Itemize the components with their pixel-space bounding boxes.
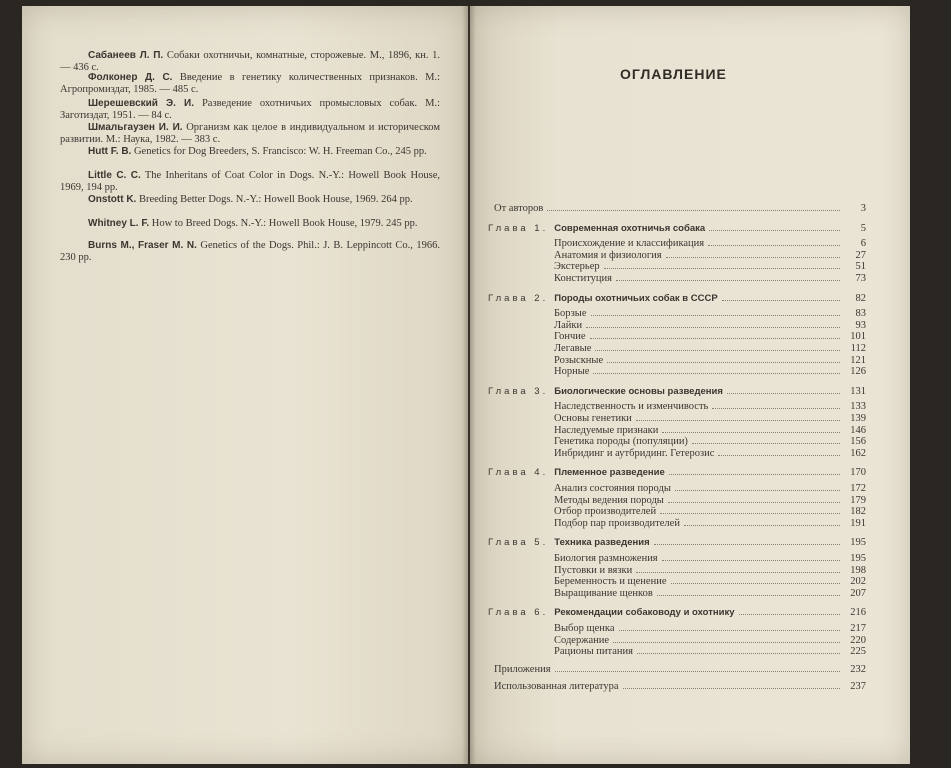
toc-page-number: 131: [850, 385, 866, 397]
toc-page-number: 202: [850, 576, 866, 588]
toc-entry-chapter: [488, 606, 866, 618]
toc-entry-label: Рационы питания: [554, 646, 633, 658]
toc-entry-sub: [488, 587, 866, 599]
leader-dots: [616, 280, 840, 281]
toc-page-number: 182: [850, 506, 866, 518]
toc-entry-sub: [488, 517, 866, 529]
leader-dots: [613, 642, 840, 643]
chapter-title: Современная охотничья собака: [554, 222, 706, 234]
reference-text: Собаки охотничьи, комнатные, сторожевые. М., 1896, кн. 1. — 436 с.: [60, 50, 440, 74]
reference-entry: [60, 122, 440, 147]
toc-entry-sub: [488, 237, 866, 249]
toc-page-number: 101: [850, 331, 866, 343]
reference-text: Genetics of the Dogs. Phil.: J. B. Leppincott Co., 1966. 230 pp.: [60, 240, 440, 264]
leader-dots: [593, 373, 840, 374]
toc-entry-label: Розыскные: [554, 354, 604, 366]
chapter-number: Глава 3.: [488, 385, 549, 397]
leader-dots: [662, 560, 840, 561]
reference-author: Фолконер Д. С.: [88, 72, 173, 83]
toc-entry-chapter: [488, 536, 866, 548]
leader-dots: [547, 210, 840, 211]
toc-entry-sub: [488, 424, 866, 436]
reference-entry: [60, 240, 440, 265]
leader-dots: [675, 490, 840, 491]
toc-page-number: 82: [855, 292, 866, 304]
toc-page-number: 121: [850, 354, 866, 366]
toc-entry-label: [488, 223, 705, 234]
toc-entry-label: Лайки: [554, 319, 583, 331]
toc-page-number: 220: [850, 634, 866, 646]
toc-entry-label: Легавые: [554, 343, 592, 354]
toc-page-number: 83: [855, 308, 866, 320]
chapter-number: Глава 4.: [488, 467, 549, 479]
toc-entry-label: Анатомия и физиология: [554, 249, 662, 261]
toc-entry-sub: [488, 342, 866, 354]
toc-page-number: 162: [850, 447, 866, 459]
leader-dots: [604, 268, 840, 269]
toc-entry-sub: [488, 365, 866, 377]
toc-entry-sub: [488, 412, 866, 424]
leader-dots: [668, 502, 840, 503]
chapter-number: Глава 2.: [488, 292, 549, 304]
toc-page-number: 112: [850, 343, 866, 354]
toc-entry-sub: [488, 634, 866, 646]
leader-dots: [595, 350, 840, 351]
chapter-title: Биологические основы разведения: [554, 385, 723, 397]
toc-entry-chapter: [488, 385, 866, 397]
toc-title: ОГЛАВЛЕНИЕ: [620, 66, 727, 82]
toc-entry-label: Генетика породы (популяции): [554, 436, 688, 448]
toc-entry-sub: [488, 330, 866, 342]
chapter-title: Рекомендации собаководу и охотнику: [554, 607, 735, 619]
toc-page-number: 3: [860, 203, 866, 214]
toc-entry-sub: [488, 319, 866, 331]
toc-page-number: 93: [855, 319, 866, 331]
toc-entry-label: Методы ведения породы: [554, 494, 664, 506]
reference-author: Whitney L. F.: [88, 218, 150, 229]
toc-entry-sub: [488, 272, 866, 284]
toc-page-number: 232: [850, 663, 866, 675]
reference-author: Hutt F. B.: [88, 146, 132, 157]
toc-entry-label: Выбор щенка: [554, 623, 615, 634]
chapter-number: Глава 1.: [488, 222, 549, 234]
toc-entry-label: [488, 607, 735, 618]
toc-entry-label: Биология размножения: [554, 553, 658, 564]
toc-page-number: 170: [850, 467, 866, 479]
reference-entry: [60, 170, 440, 195]
toc-page-number: 133: [850, 401, 866, 413]
leader-dots: [666, 257, 840, 258]
leader-dots: [657, 595, 840, 596]
toc-page-number: 191: [850, 517, 866, 529]
toc-entry-plain: [488, 680, 866, 692]
reference-text: Breeding Better Dogs. N.-Y.: Howell Book House, 1969. 264 pp.: [136, 194, 413, 205]
reference-text: How to Breed Dogs. N.-Y.: Howell Book House, 1979. 245 pp.: [149, 218, 418, 229]
toc-entry-label: Пустовки и вязки: [554, 564, 633, 576]
toc-entry-sub: [488, 622, 866, 634]
toc-entry-label: Гончие: [554, 331, 586, 343]
leader-dots: [712, 408, 840, 409]
toc-page-number: 6: [860, 238, 866, 250]
chapter-number: Глава 6.: [488, 607, 549, 619]
toc-entry-sub: [488, 575, 866, 587]
toc-entry-label: Наследуемые признаки: [554, 424, 659, 436]
toc-page-number: 5: [860, 222, 866, 234]
toc-page-number: 216: [850, 607, 866, 619]
reference-author: Burns M., Fraser M. N.: [88, 240, 197, 251]
leader-dots: [607, 362, 840, 363]
reference-entry: [60, 72, 440, 97]
toc-page-number: 51: [855, 261, 866, 273]
toc-entry-sub: [488, 552, 866, 564]
leader-dots: [590, 338, 840, 339]
leader-dots: [636, 572, 840, 573]
toc-entry-chapter: [488, 292, 866, 304]
leader-dots: [708, 245, 840, 246]
toc-entry-sub: [488, 307, 866, 319]
toc-entry-label: Основы генетики: [554, 413, 632, 424]
toc-entry-label: [488, 537, 650, 548]
reference-text: The Inheritans of Coat Color in Dogs. N.-Y.: Howell Book House, 1969, 194 pp.: [60, 170, 441, 194]
toc-entry-sub: [488, 482, 866, 494]
toc-entry-label: [488, 386, 723, 397]
toc-entry-sub: [488, 249, 866, 261]
toc-entry-sub: [488, 564, 866, 576]
leader-dots: [623, 688, 840, 689]
leader-dots: [722, 300, 840, 301]
toc-entry-label: [488, 293, 718, 304]
reference-author: Сабанеев Л. П.: [88, 50, 164, 61]
toc-entry-label: От авторов: [494, 203, 544, 214]
leader-dots: [654, 544, 840, 545]
leader-dots: [727, 393, 840, 394]
reference-author: Шерешевский Э. И.: [88, 98, 195, 109]
toc-page-number: 126: [850, 366, 866, 378]
reference-text: Genetics for Dog Breeders, S. Francisco: W. H. Freeman Co., 245 pp.: [131, 146, 427, 157]
toc-entry-plain: [488, 202, 866, 214]
toc-entry-label: Приложения: [494, 663, 551, 675]
toc-page-number: 207: [850, 587, 866, 599]
leader-dots: [591, 315, 840, 316]
reference-entry: [60, 50, 440, 75]
leader-dots: [636, 420, 840, 421]
toc-page-number: 237: [850, 681, 866, 693]
leader-dots: [555, 671, 840, 672]
toc-page-number: 198: [850, 564, 866, 576]
chapter-title: Племенное разведение: [554, 467, 665, 479]
leader-dots: [619, 630, 841, 631]
toc-page-number: 195: [850, 553, 866, 564]
toc-page-number: 225: [850, 646, 866, 658]
toc-entry-sub: [488, 260, 866, 272]
reference-entry: [60, 218, 440, 230]
toc-page-number: 179: [850, 494, 866, 506]
toc-page-number: 156: [850, 436, 866, 448]
reference-author: Onstott K.: [88, 194, 137, 205]
leader-dots: [637, 653, 840, 654]
toc-entry-plain: [488, 663, 866, 675]
chapter-title: Породы охотничьих собак в СССР: [554, 292, 718, 304]
leader-dots: [709, 230, 840, 231]
toc-entry-label: [488, 467, 665, 478]
toc-page-number: 195: [850, 537, 866, 549]
toc-page-number: 139: [850, 413, 866, 424]
toc-entry-label: Использованная литература: [494, 681, 619, 693]
reference-entry: [60, 194, 440, 206]
toc-entry-label: Содержание: [554, 634, 610, 646]
leader-dots: [660, 513, 840, 514]
book-spine: [462, 6, 476, 764]
reference-text: Введение в генетику количественных признаков. М.: Агропромиздат, 1985. — 485 с.: [60, 72, 440, 96]
toc-entry-label: Наследственность и изменчивость: [554, 401, 709, 413]
reference-entry: [60, 98, 440, 123]
toc-entry-sub: [488, 645, 866, 657]
chapter-number: Глава 5.: [488, 537, 549, 549]
toc-entry-label: Выращивание щенков: [554, 587, 653, 599]
reference-author: Шмальгаузен И. И.: [88, 122, 183, 133]
leader-dots: [718, 455, 840, 456]
reference-text: Разведение охотничьих промысловых собак. М.: Заготиздат, 1951. — 84 с.: [60, 98, 441, 122]
toc-entry-label: Подбор пар производителей: [554, 517, 680, 529]
toc-page-number: 172: [850, 483, 866, 494]
toc-entry-sub: [488, 447, 866, 459]
leader-dots: [684, 525, 840, 526]
toc-entry-chapter: [488, 466, 866, 478]
leader-dots: [671, 583, 841, 584]
toc-entry-sub: [488, 435, 866, 447]
toc-page-number: 27: [855, 249, 866, 261]
toc-entry-sub: [488, 400, 866, 412]
toc-entry-label: Норные: [554, 366, 590, 378]
leader-dots: [692, 443, 840, 444]
toc-entry-chapter: [488, 222, 866, 234]
toc-entry-label: Экстерьер: [554, 261, 600, 273]
leader-dots: [669, 474, 840, 475]
toc-entry-label: Происхождение и классификация: [554, 238, 705, 250]
leader-dots: [586, 327, 840, 328]
toc-page-number: 217: [850, 623, 866, 634]
toc-entry-sub: [488, 354, 866, 366]
toc-entry-label: Конституция: [554, 273, 612, 284]
toc-entry-sub: [488, 494, 866, 506]
reference-entry: [60, 146, 440, 158]
reference-author: Little C. C.: [88, 170, 141, 181]
chapter-title: Техника разведения: [554, 537, 650, 549]
toc-page-number: 73: [855, 273, 866, 284]
leader-dots: [739, 614, 840, 615]
toc-entry-label: Борзые: [554, 308, 587, 320]
toc-page-number: 146: [850, 424, 866, 436]
leader-dots: [662, 432, 840, 433]
toc-entry-label: Беременность и щенение: [554, 576, 667, 588]
toc-entry-sub: [488, 505, 866, 517]
toc-entry-label: Инбридинг и аутбридинг. Гетерозис: [554, 447, 715, 459]
toc-entry-label: Отбор производителей: [554, 506, 657, 518]
reference-text: Организм как целое в индивидуальном и историческом развитии. М.: Наука, 1982. — 383 с.: [60, 122, 440, 146]
toc-entry-label: Анализ состояния породы: [554, 483, 671, 494]
